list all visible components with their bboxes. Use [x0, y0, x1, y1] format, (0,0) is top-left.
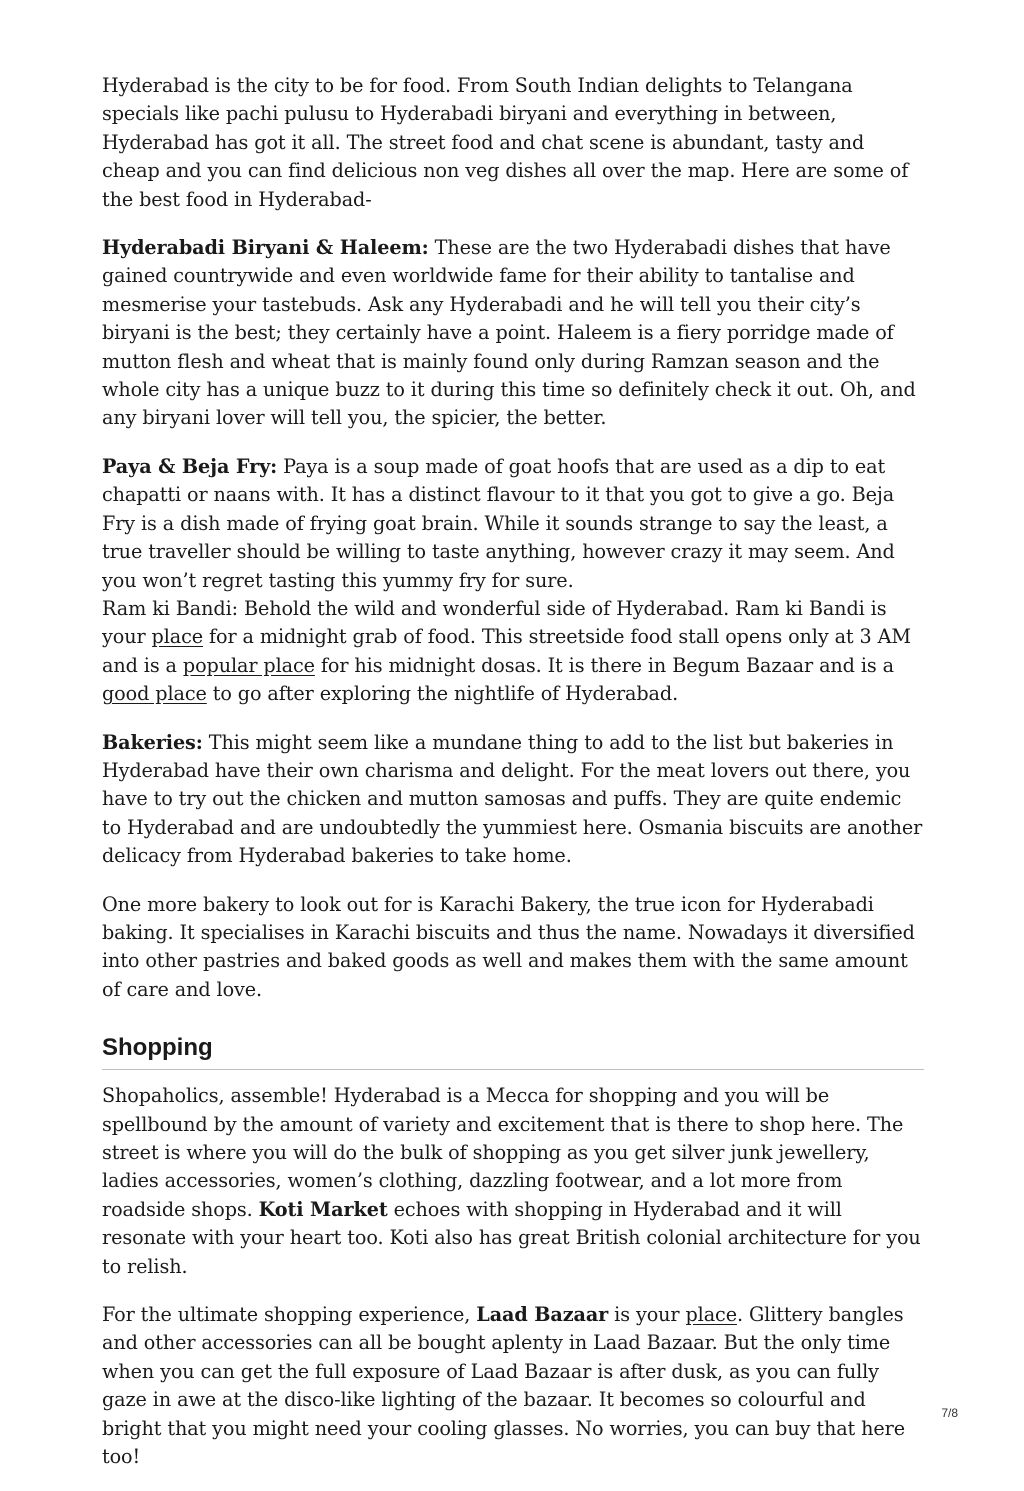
bakeries-paragraph	[102, 729, 924, 871]
paya-paragraph	[102, 453, 924, 595]
shopping-heading: Shopping	[102, 1034, 924, 1070]
food-intro-paragraph: Hyderabad is the city to be for food. From South Indian delights to Telangana specials like pachi pulusu to Hyderabadi biryani and everything in between, Hyderabad has got it all. The street food and chat scene is abundant, tasty and cheap and you can find delicious non veg dishes all over the map. Here are some of the best food in Hyderabad-	[102, 74, 909, 211]
shopping-text-1: Shopaholics, assemble! Hyderabad is a Mecca for shopping and you will be spellbound by the amount of variety and excitement that is there to shop here. The street is where you will do the bulk of shopping as you get silver junk jewellery, ladies accessories, women’s clothing, dazzling footwear, and a lot more from roadside shops.	[102, 1084, 904, 1221]
shopping-paragraph-2	[102, 1301, 924, 1471]
shopping-text-2: echoes with shopping in Hyderabad and it will resonate with your heart too. Koti also has great British colonial architecture for you to relish.	[102, 1197, 921, 1278]
laad-bazaar-text-2: is your	[608, 1303, 686, 1327]
shopping-paragraph-1	[102, 1082, 924, 1281]
page-number: 7/8	[941, 1406, 958, 1420]
biryani-heading: Hyderabadi Biryani & Haleem:	[102, 236, 429, 260]
biryani-text: These are the two Hyderabadi dishes that have gained countrywide and even worldwide fame for their ability to tantalise and mesmerise your tastebuds. Ask any Hyderabadi and he will tell you their city’s biryani is the best; they certainly have a point. Haleem is a fiery porridge made of mutton flesh and wheat that is mainly found only during Ramzan season and the whole city has a unique buzz to it during this time so definitely check it out. Oh, and any biryani lover will tell you, the spicier, the better.	[102, 236, 916, 430]
bakeries-heading: Bakeries:	[102, 730, 203, 754]
ram-ki-bandi-text-3: for his midnight dosas. It is there in Begum Bazaar and is a	[314, 653, 894, 677]
bakeries-text: This might seem like a mundane thing to add to the list but bakeries in Hyderabad have their own charisma and delight. For the meat lovers out there, you have to try out the chicken and mutton samosas and puffs. They are quite endemic to Hyderabad and are undoubtedly the yummiest here. Osmania biscuits are another delicacy from Hyderabad bakeries to take home.	[102, 730, 923, 868]
laad-bazaar-text-3: . Glittery bangles and other accessories can all be bought aplenty in Laad Bazaar. But the only time when you can get the full exposure of Laad Bazaar is after dusk, as you can fully gaze in awe at the disco-like lighting of the bazaar. It becomes so colourful and bright that you might need your cooling glasses. No worries, you can buy that here too!	[102, 1303, 905, 1469]
laad-bazaar-bold: Laad Bazaar	[476, 1303, 609, 1327]
good-place-link[interactable]: good place	[102, 682, 207, 706]
paya-heading: Paya & Beja Fry:	[102, 454, 278, 478]
place-link[interactable]: place	[151, 625, 203, 649]
karachi-bakery-paragraph: One more bakery to look out for is Karachi Bakery, the true icon for Hyderabadi baking. It specialises in Karachi biscuits and thus the name. Nowadays it diversified into other pastries and baked goods as well and makes them with the same amount of care and love.	[102, 892, 915, 1001]
ram-ki-bandi-text-1: Ram ki Bandi: Behold the wild and wonderful side of Hyderabad. Ram ki Bandi is your	[102, 596, 887, 649]
popular-place-link[interactable]: popular place	[182, 653, 315, 677]
ram-ki-bandi-text-4: to go after exploring the nightlife of Hyderabad.	[206, 682, 679, 706]
laad-bazaar-place-link[interactable]: place	[685, 1303, 737, 1327]
ram-ki-bandi-paragraph	[102, 595, 924, 709]
ram-ki-bandi-text-2: for a midnight grab of food. This streetside food stall opens only at 3 AM and is a	[102, 625, 911, 677]
laad-bazaar-text-1: For the ultimate shopping experience,	[102, 1303, 477, 1327]
biryani-paragraph	[102, 234, 924, 433]
paya-text: Paya is a soup made of goat hoofs that are used as a dip to eat chapatti or naans with. It has a distinct flavour to it that you got to give a go. Beja Fry is a dish made of frying goat brain. While it sounds strange to say the least, a true traveller should be willing to taste anything, however crazy it may seem. And you won’t regret tasting this yummy fry for sure.	[102, 454, 895, 592]
koti-market-bold: Koti Market	[258, 1197, 388, 1221]
article-body	[102, 72, 924, 1491]
